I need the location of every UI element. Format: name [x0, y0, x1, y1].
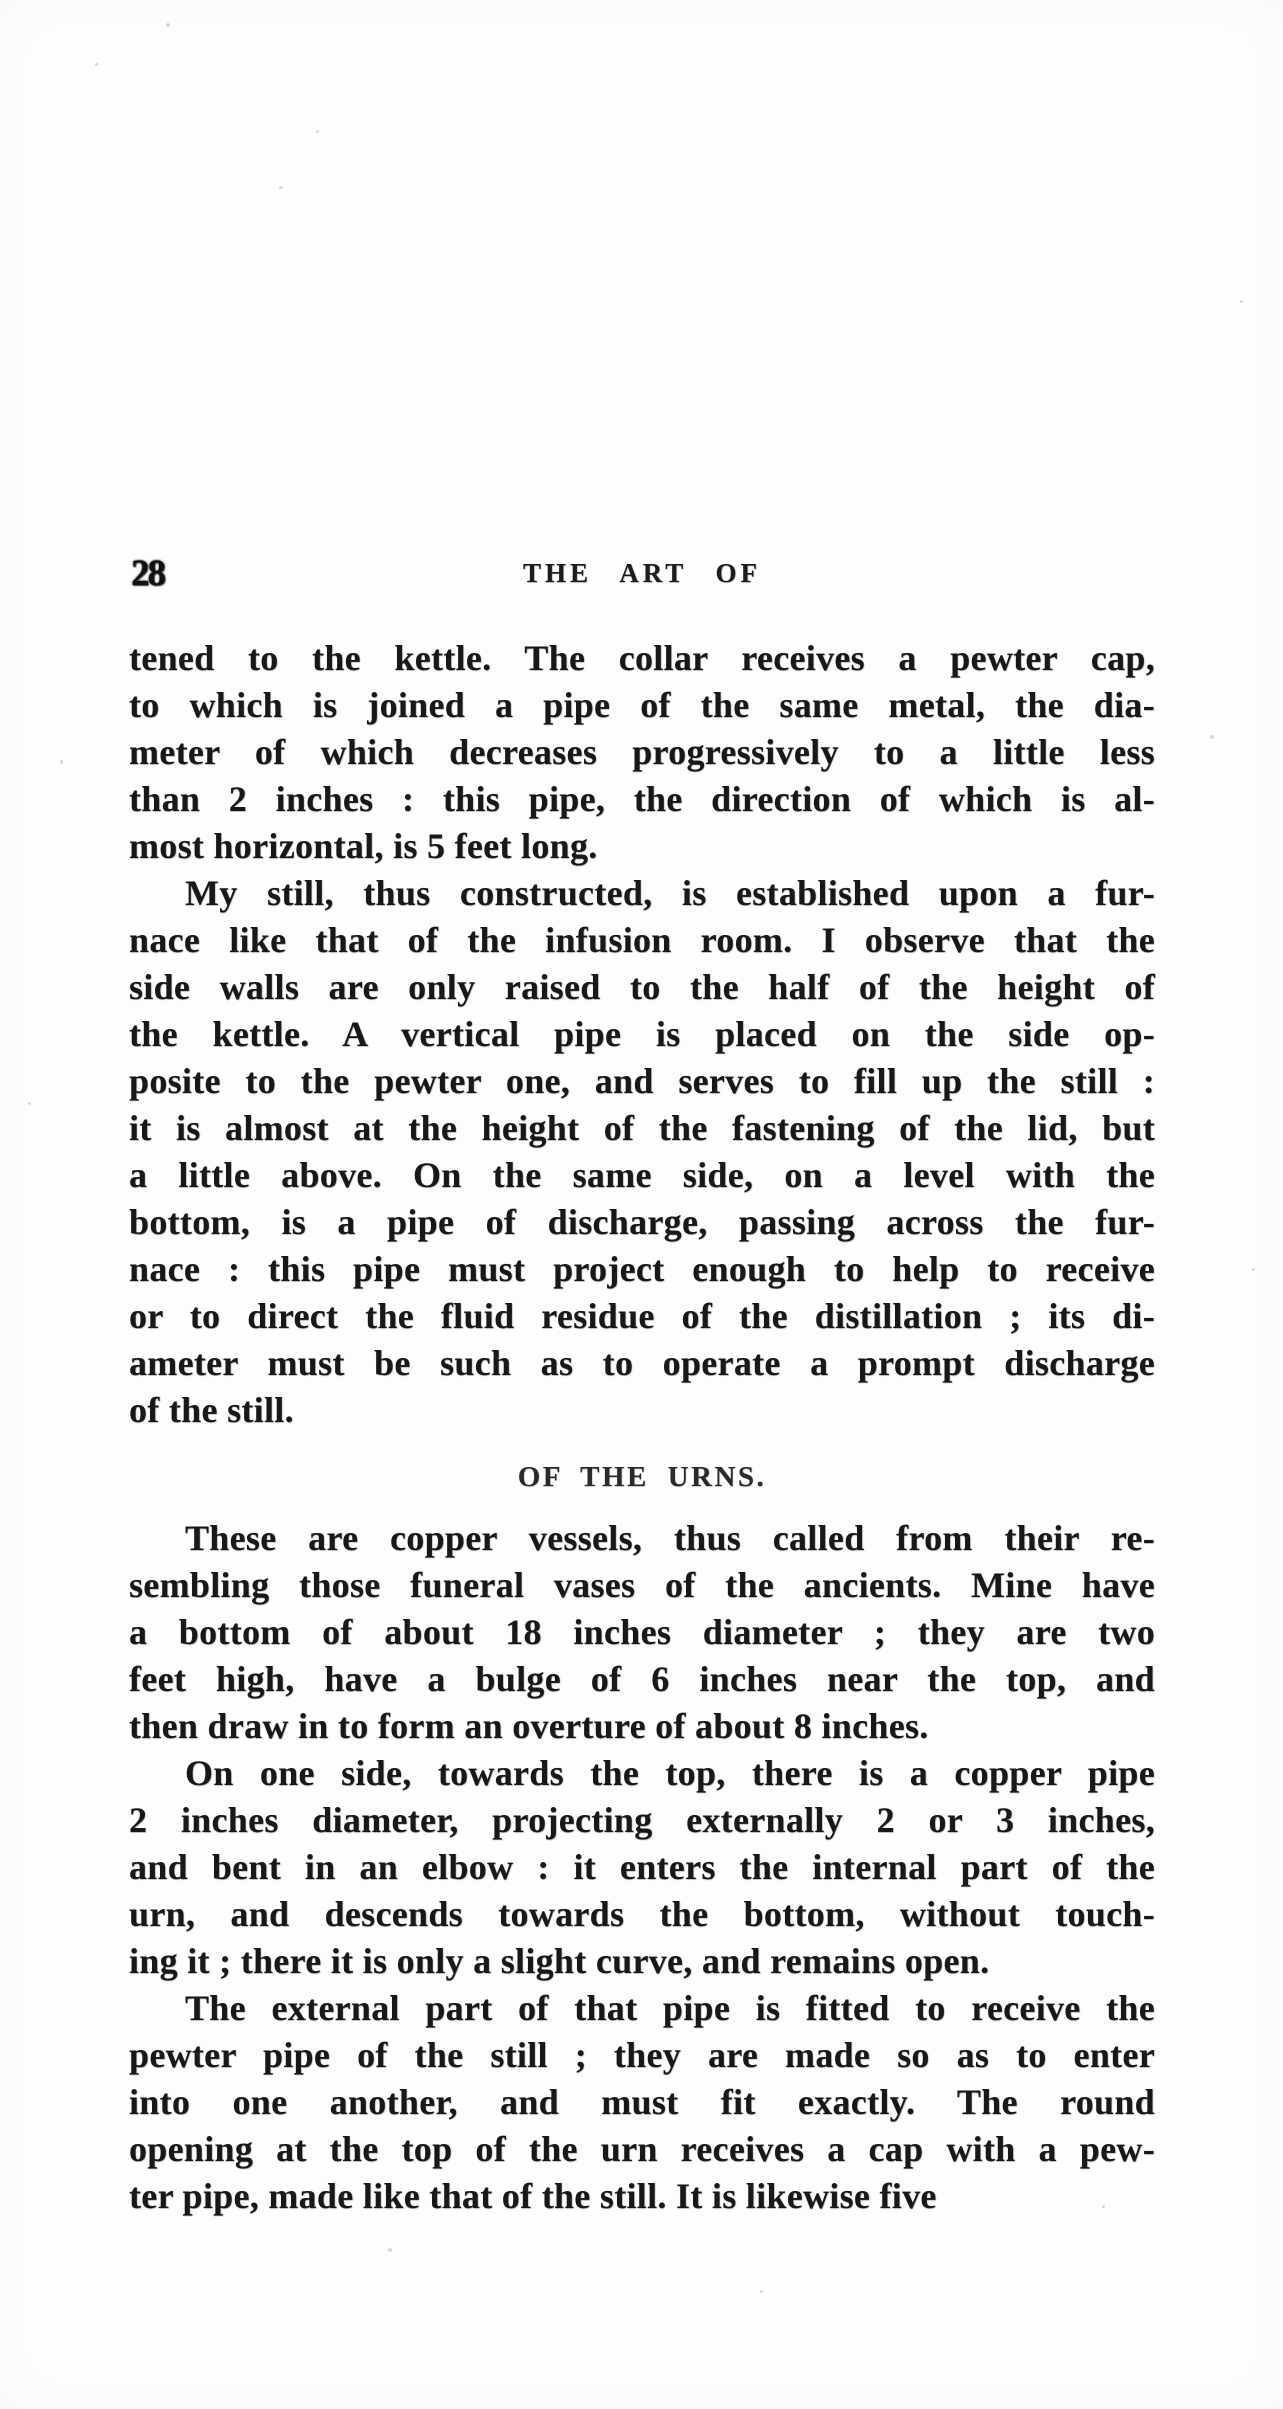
scan-speck	[388, 2248, 392, 2252]
scan-speck	[760, 2290, 763, 2293]
paragraph-external-pipe	[129, 1985, 1155, 2220]
scan-speck	[1102, 2205, 1105, 2208]
paragraph-continuation	[129, 635, 1155, 870]
text-line: feet high, have a bulge of 6 inches near the top, and	[129, 1659, 1155, 1699]
text-line: The external part of that pipe is fitted to receive the	[185, 1988, 1155, 2028]
text-line: tened to the kettle. The collar receives a pewter cap,	[129, 638, 1155, 678]
paragraph-urns-description	[129, 1515, 1155, 1750]
text-line: posite to the pewter one, and serves to fill up the still :	[129, 1061, 1155, 1101]
running-header	[129, 552, 1155, 602]
section-heading-of-the-urns: OF THE URNS.	[517, 1461, 767, 1493]
text-line: nace : this pipe must project enough to help to receive	[129, 1249, 1155, 1289]
text-line: pewter pipe of the still ; they are made so as to enter	[129, 2035, 1155, 2075]
text-line: ameter must be such as to operate a prompt discharge	[129, 1343, 1155, 1383]
text-line: bottom, is a pipe of discharge, passing across the fur-	[129, 1202, 1155, 1242]
scan-speck	[316, 130, 319, 133]
text-line: then draw in to form an overture of about 8 inches.	[129, 1706, 929, 1746]
printed-text-block	[129, 552, 1155, 2220]
scan-speck	[60, 760, 63, 764]
text-line: ter pipe, made like that of the still. It is likewise five	[129, 2176, 937, 2216]
scan-speck	[28, 1102, 31, 1105]
running-header-title: THE ART OF	[522, 558, 762, 588]
text-line: opening at the top of the urn receives a cap with a pew-	[129, 2129, 1155, 2169]
text-line: of the still.	[129, 1390, 294, 1430]
text-line: and bent in an elbow : it enters the internal part of the	[129, 1847, 1155, 1887]
scan-speck	[1210, 735, 1214, 739]
body-text	[129, 635, 1155, 2220]
text-line: On one side, towards the top, there is a copper pipe	[185, 1753, 1155, 1793]
text-line: side walls are only raised to the half of the height of	[129, 967, 1155, 1007]
text-line: urn, and descends towards the bottom, without touch-	[129, 1894, 1155, 1934]
text-line: a bottom of about 18 inches diameter ; they are two	[129, 1612, 1155, 1652]
text-line: it is almost at the height of the fastening of the lid, but	[129, 1108, 1155, 1148]
text-line: nace like that of the infusion room. I observe that the	[129, 920, 1155, 960]
text-line: to which is joined a pipe of the same metal, the dia-	[129, 685, 1155, 725]
scan-speck	[1240, 300, 1243, 303]
scan-speck	[166, 23, 170, 27]
text-line: sembling those funeral vases of the ancients. Mine have	[129, 1565, 1155, 1605]
text-line: 2 inches diameter, projecting externally 2 or 3 inches,	[129, 1800, 1155, 1840]
scan-speck	[279, 186, 283, 189]
text-line: the kettle. A vertical pipe is placed on the side op-	[129, 1014, 1155, 1054]
text-line: than 2 inches : this pipe, the direction of which is al-	[129, 779, 1155, 819]
text-line: meter of which decreases progressively to a little less	[129, 732, 1155, 772]
page-number: 28	[131, 553, 164, 594]
scan-speck	[95, 63, 98, 66]
scan-speck	[1252, 1268, 1255, 1271]
text-line: a little above. On the same side, on a level with the	[129, 1155, 1155, 1195]
text-line: My still, thus constructed, is established upon a fur-	[185, 873, 1155, 913]
text-line: ing it ; there it is only a slight curve, and remains open.	[129, 1941, 990, 1981]
text-line: These are copper vessels, thus called from their re-	[185, 1518, 1155, 1558]
paragraph-copper-pipe	[129, 1750, 1155, 1985]
paragraph-still-construction	[129, 870, 1155, 1434]
text-line: most horizontal, is 5 feet long.	[129, 826, 598, 866]
text-line: or to direct the fluid residue of the distillation ; its di-	[129, 1296, 1155, 1336]
text-line: into one another, and must fit exactly. The round	[129, 2082, 1155, 2122]
